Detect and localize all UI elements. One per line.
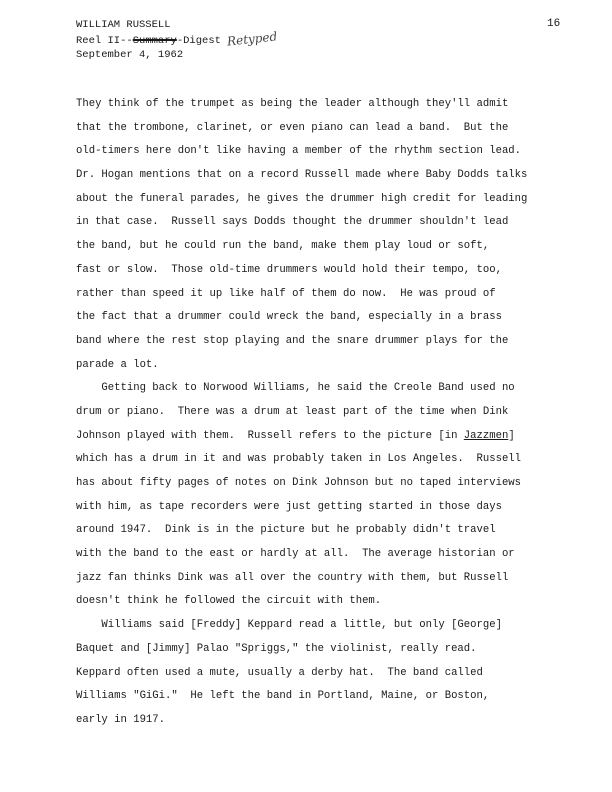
paragraph-3-line-2: Baquet and [Jimmy] Palao "Spriggs," the violinist, really read. [76,642,477,655]
paragraph-2-line-10: doesn't think he followed the circuit with them. [76,595,382,608]
paragraph-1-line-2: that the trombone, clarinet, or even piano can lead a band. But the [76,121,509,134]
paragraph-1-line-9: rather than speed it up like half of them do now. He was proud of [76,287,496,300]
paragraph-2-line-7: around 1947. Dink is in the picture but he probably didn't travel [76,524,496,537]
paragraph-2-line-2: drum or piano. There was a drum at least part of the time when Dink [76,405,509,418]
paragraph-3-line-1: Williams said [Freddy] Keppard read a little, but only [George] [76,619,502,632]
paragraph-3-line-3: Keppard often used a mute, usually a derby hat. The band called [76,666,483,679]
paragraph-1-line-10: the fact that a drummer could wreck the band, especially in a brass [76,311,502,324]
bracket-close: ] [508,429,515,442]
header-reel-prefix: Reel II-- [76,35,133,47]
paragraph-3-line-4: Williams "GiGi." He left the band in Portland, Maine, or Boston, [76,690,490,703]
book-title-jazzmen: Jazzmen [463,429,509,442]
paragraph-2-line-4: which has a drum in it and was probably taken in Los Angeles. Russell [76,453,522,466]
header-reel-suffix: -Digest [176,35,221,47]
paragraph-1-line-12: parade a lot. [76,358,159,371]
paragraph-2-line-8: with the band to the east or hardly at all. The average historian or [76,548,515,561]
paragraph-2-line-1: Getting back to Norwood Williams, he said the Creole Band used no [76,382,515,395]
handwritten-note: Retyped [226,29,278,49]
page-number: 16 [547,18,561,30]
header-name: WILLIAM RUSSELL [76,19,171,31]
paragraph-1-line-7: the band, but he could run the band, make them play loud or soft, [76,240,490,253]
paragraph-2-line-3-text: Johnson played with them. Russell refers to the picture [in [76,429,464,442]
header-date: September 4, 1962 [76,49,184,61]
paragraph-2-line-3 [76,425,576,449]
paragraph-1-line-5: about the funeral parades, he gives the drummer high credit for leading [76,192,528,205]
paragraph-1-line-6: in that case. Russell says Dodds thought the drummer shouldn't lead [76,216,509,229]
document-header [76,18,277,62]
paragraph-1-line-8: fast or slow. Those old-time drummers would hold their tempo, too, [76,263,502,276]
paragraph-1-line-11: band where the rest stop playing and the snare drummer plays for the [76,334,509,347]
paragraph-3-line-5: early in 1917. [76,713,166,726]
paragraph-1-line-1: They think of the trumpet as being the leader although they'll admit [76,98,509,110]
body-text [76,93,576,733]
header-reel-line [76,29,278,49]
header-reel-struck: Summary [132,35,177,47]
paragraph-1-line-4: Dr. Hogan mentions that on a record Russell made where Baby Dodds talks [76,169,528,182]
paragraph-1-line-3: old-timers here don't like having a member of the rhythm section lead. [76,145,522,158]
paragraph-2-line-6: with him, as tape recorders were just getting started in those days [76,500,502,513]
paragraph-2-line-9: jazz fan thinks Dink was all over the country with them, but Russell [76,571,509,584]
paragraph-2-line-5: has about fifty pages of notes on Dink Johnson but no taped interviews [76,477,522,489]
